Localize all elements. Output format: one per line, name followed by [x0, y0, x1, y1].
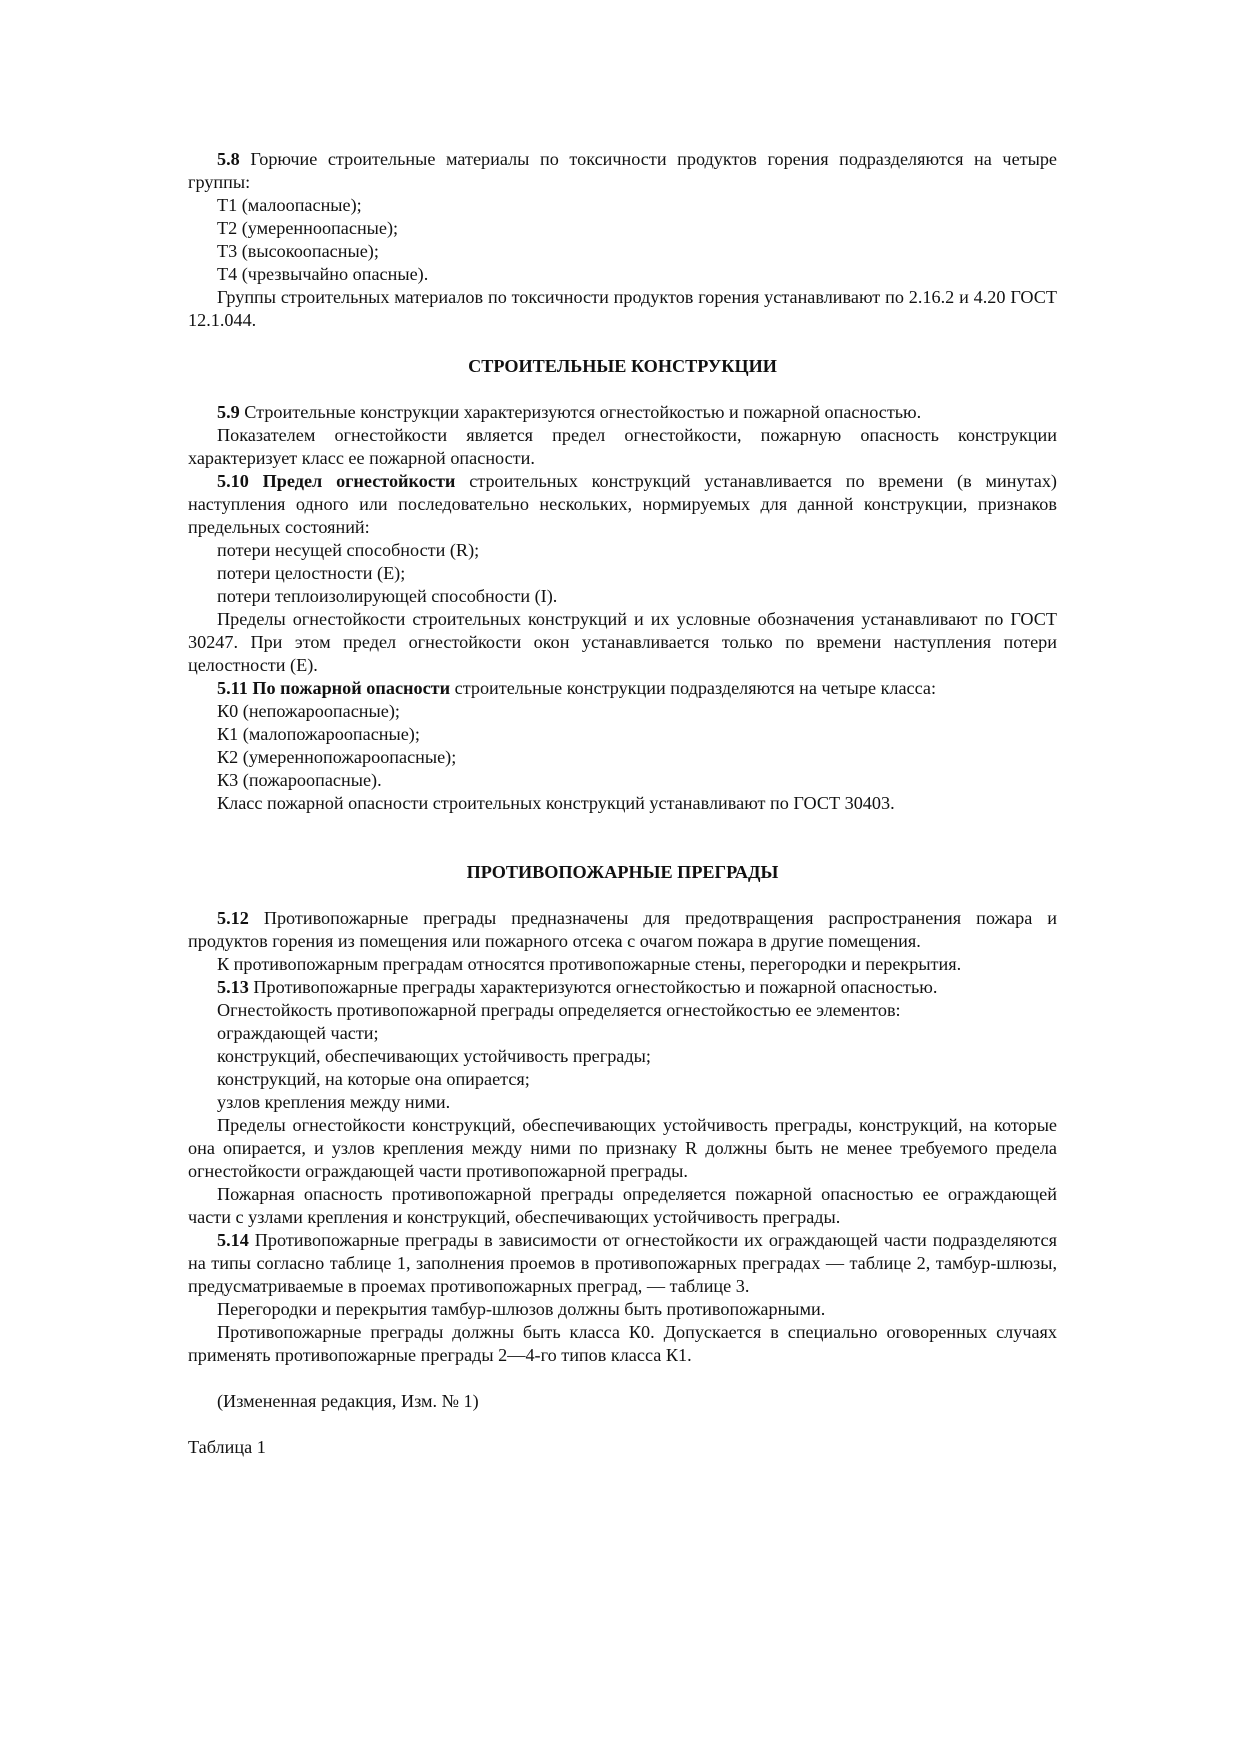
paragraph: К противопожарным преградам относятся противопожарные стены, перегородки и перекрытия. — [217, 954, 962, 974]
clause-text: Горючие строительные материалы по токсичности продуктов горения подразделяются на четыре группы: — [188, 149, 1057, 192]
paragraph: Пределы огнестойкости строительных конструкций и их условные обозначения устанавливают по ГОСТ 30247. При этом предел огнестойкости окон устанавливается только по времени наступления потери целостности (Е). — [188, 609, 1057, 675]
list-item: конструкций, на которые она опирается; — [217, 1069, 530, 1089]
clause-text: Строительные конструкции характеризуются огнестойкостью и пожарной опасностью. — [239, 402, 922, 422]
clause-5-11 — [188, 677, 1057, 700]
paragraph: Пределы огнестойкости конструкций, обеспечивающих устойчивость преграды, конструкций, на которые она опирается, и узлов крепления между ними по признаку R должны быть не менее требуемого предела огнестойкости ограждающей части противопожарной преграды. — [188, 1115, 1057, 1181]
list-item: Т1 (малоопасные); — [217, 195, 362, 215]
section-heading-fire-barriers: ПРОТИВОПОЖАРНЫЕ ПРЕГРАДЫ — [466, 862, 779, 882]
revision-note: (Измененная редакция, Изм. № 1) — [217, 1391, 479, 1411]
clause-5-9 — [188, 401, 1057, 424]
list-item: потери несущей способности (R); — [217, 540, 480, 560]
list-item: К2 (умереннопожароопасные); — [217, 747, 457, 767]
clause-number: 5.11 — [217, 678, 248, 698]
clause-number: 5.8 — [217, 149, 240, 169]
list-item: К0 (непожароопасные); — [217, 701, 400, 721]
clause-5-12 — [188, 907, 1057, 953]
clause-number: 5.13 — [217, 977, 249, 997]
paragraph: Противопожарные преграды должны быть класса К0. Допускается в специально оговоренных случаях применять противопожарные преграды 2—4-го типов класса К1. — [188, 1322, 1057, 1365]
clause-5-8 — [188, 148, 1057, 194]
clause-5-14 — [188, 1229, 1057, 1298]
list-item: К1 (малопожароопасные); — [217, 724, 420, 744]
list-item: узлов крепления между ними. — [217, 1092, 451, 1112]
paragraph: Перегородки и перекрытия тамбур-шлюзов должны быть противопожарными. — [217, 1299, 826, 1319]
paragraph: Показателем огнестойкости является предел огнестойкости, пожарную опасность конструкции характеризует класс ее пожарной опасности. — [188, 425, 1057, 468]
clause-text: Противопожарные преграды предназначены для предотвращения распространения пожара и продуктов горения из помещения или пожарного отсека с очагом пожара в другие помещения. — [188, 908, 1057, 951]
paragraph: Пожарная опасность противопожарной преграды определяется пожарной опасностью ее ограждающей части с узлами крепления и конструкций, обеспечивающих устойчивость преграды. — [188, 1184, 1057, 1227]
section-heading-constructions: СТРОИТЕЛЬНЫЕ КОНСТРУКЦИИ — [468, 356, 777, 376]
clause-text: строительных конструкций устанавливается по времени (в минутах) наступления одного или последовательно нескольких, нормируемых для данной конструкции, признаков предельных состояний: — [188, 471, 1057, 537]
clause-text: Противопожарные преграды характеризуются огнестойкостью и пожарной опасностью. — [248, 977, 938, 997]
clause-number: 5.12 — [217, 908, 249, 928]
clause-number: 5.9 — [217, 402, 240, 422]
document-page — [188, 148, 1057, 1459]
list-item: Т2 (умеренноопасные); — [217, 218, 399, 238]
table-caption: Таблица 1 — [188, 1437, 266, 1457]
term-bold: По пожарной опасности — [247, 678, 451, 698]
list-item: К3 (пожароопасные). — [217, 770, 382, 790]
paragraph: Группы строительных материалов по токсичности продуктов горения устанавливают по 2.16.2 и 4.20 ГОСТ 12.1.044. — [188, 287, 1057, 330]
clause-text: Противопожарные преграды в зависимости от огнестойкости их ограждающей части подразделяются на типы согласно таблице 1, заполнения проемов в противопожарных преградах — таблице 2, тамбур-шлюзы, предусматриваемые в проемах противопожарных преград, — таблице 3. — [188, 1230, 1057, 1296]
list-item: потери целостности (E); — [217, 563, 406, 583]
paragraph: Класс пожарной опасности строительных конструкций устанавливают по ГОСТ 30403. — [217, 793, 895, 813]
clause-number: 5.14 — [217, 1230, 249, 1250]
list-item: Т3 (высокоопасные); — [217, 241, 379, 261]
clause-number: 5.10 — [217, 471, 249, 491]
list-item: Т4 (чрезвычайно опасные). — [217, 264, 429, 284]
list-item: ограждающей части; — [217, 1023, 379, 1043]
term-bold: Предел огнестойкости — [248, 471, 456, 491]
list-item: конструкций, обеспечивающих устойчивость преграды; — [217, 1046, 651, 1066]
clause-5-13 — [188, 976, 1057, 999]
clause-5-10 — [188, 470, 1057, 539]
paragraph: Огнестойкость противопожарной преграды определяется огнестойкостью ее элементов: — [217, 1000, 901, 1020]
clause-text: строительные конструкции подразделяются на четыре класса: — [450, 678, 937, 698]
list-item: потери теплоизолирующей способности (I). — [217, 586, 558, 606]
